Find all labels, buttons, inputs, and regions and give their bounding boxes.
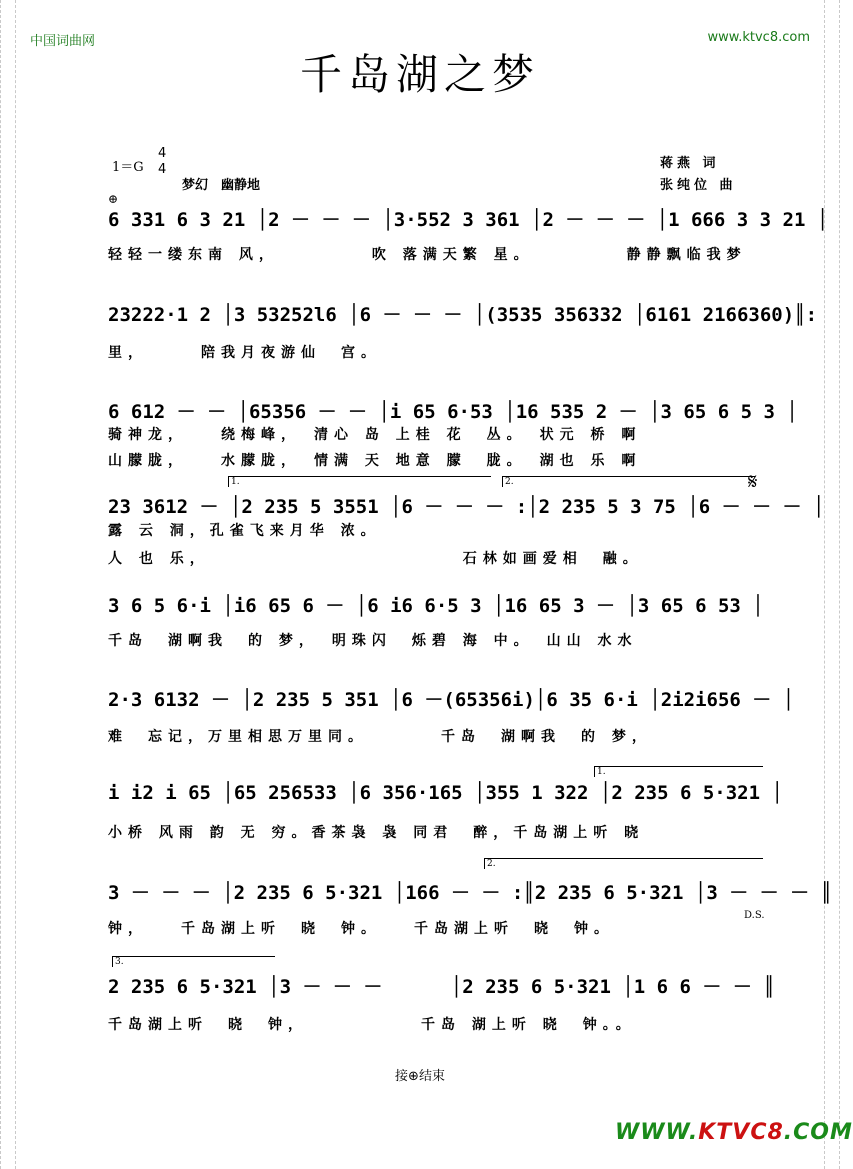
notation-system-8: 3 － － － │2 235 6 5·321 │166 － － :║2 235 6 5·321 │3 － － － ║ — [108, 882, 832, 904]
notation-system-3: 6 612 － － │65356 － － │i 65 6·53 │16 535 2 － │3 65 6 5 3 │ — [108, 401, 798, 423]
volta-1-bracket: 1. — [228, 476, 491, 487]
dal-segno-mark: D.S. — [744, 910, 765, 921]
volta-3-bracket: 3. — [112, 956, 275, 967]
lyrics-system-6: 难 忘记，万里相思万里同。 千岛 湖啊我 的 梦， — [108, 729, 652, 745]
key-signature: 1＝G — [112, 160, 144, 175]
lyricist-credit: 蒋燕 词 — [660, 156, 720, 171]
segno-icon: 𝄋 — [748, 470, 758, 495]
lyrics-system-3-verse-2: 山朦胧， 水朦胧， 情满 天 地意 朦 胧。 湖也 乐 啊 — [108, 453, 642, 469]
volta-1-bracket-b: 1. — [594, 766, 763, 777]
site-url-right[interactable]: www.ktvc8.com — [707, 30, 810, 45]
notation-system-1: 6 331 6 3 21 │2 － － － │3·552 3 361 │2 － － － │1 666 3 3 21 │ — [108, 209, 829, 231]
song-title: 千岛湖之梦 — [299, 50, 540, 99]
ending-instruction: 接⊕结束 — [395, 1069, 445, 1084]
site-watermark — [615, 1120, 853, 1145]
watermark-part-a: WWW. — [615, 1120, 699, 1145]
volta-2-bracket: 2. — [502, 476, 755, 487]
lyrics-system-8: 钟， 千岛湖上听 晓 钟。 千岛湖上听 晓 钟。 — [108, 921, 614, 937]
lyrics-system-4-verse-1: 露 云 洞，孔雀飞来月华 浓。 — [108, 523, 381, 539]
notation-system-5: 3 6 5 6·i │i6 65 6 － │6 i6 6·5 3 │16 65 3 － │3 65 6 53 │ — [108, 595, 764, 617]
notation-system-7: i i2 i 65 │65 256533 │6 356·165 │355 1 322 │2 235 6 5·321 │ — [108, 782, 783, 804]
lyrics-system-9: 千岛湖上听 晓 钟， 千岛 湖上听 晓 钟。。 — [108, 1017, 636, 1033]
lyrics-system-1: 轻轻一缕东南 风， 吹 落满天繁 星。 静静飘临我梦 — [108, 247, 747, 263]
left-margin-strip — [0, 0, 16, 1169]
time-signature — [158, 146, 166, 178]
notation-system-4: 23 3612 － │2 235 5 3551 │6 － － － :│2 235 5 3 75 │6 － － － │ — [108, 496, 825, 518]
lyrics-system-2: 里， 陪我月夜游仙 宫。 — [108, 345, 381, 361]
coda-mark-icon: ⊕ — [108, 192, 119, 206]
meter-top: 4 — [158, 146, 167, 161]
notation-system-6: 2·3 6132 － │2 235 5 351 │6 －(65356i)│6 35 6·i │2i2i656 － │ — [108, 689, 795, 711]
watermark-part-c: .COM — [783, 1120, 853, 1145]
composer-credit: 张纯位 曲 — [660, 178, 737, 193]
lyrics-system-5: 千岛 湖啊我 的 梦， 明珠闪 烁碧 海 中。 山山 水水 — [108, 633, 638, 649]
lyrics-system-4-verse-2: 人 也 乐， 石林如画爱相 融。 — [108, 551, 643, 567]
lyrics-system-7: 小桥 风雨 韵 无 穷。香茶袅 袅 同君 醉，千岛湖上听 晓 — [108, 825, 645, 841]
notation-system-2: 23222·1 2 │3 53252l6 │6 － － － │(3535 356332 │6161 2166360)║: — [108, 304, 818, 326]
tempo-mood: 梦幻 幽静地 — [182, 178, 261, 193]
meter-bottom: 4 — [158, 162, 167, 177]
site-name-left[interactable]: 中国词曲网 — [30, 34, 96, 49]
right-margin-strip — [824, 0, 840, 1169]
lyrics-system-3-verse-1: 骑神龙， 绕梅峰， 清心 岛 上桂 花 丛。 状元 桥 啊 — [108, 427, 642, 443]
notation-system-9: 2 235 6 5·321 │3 － － － │2 235 6 5·321 │1 6 6 － － ║ — [108, 976, 775, 998]
volta-2-bracket-b: 2. — [484, 858, 763, 869]
watermark-part-b: KTVC8 — [698, 1120, 784, 1145]
